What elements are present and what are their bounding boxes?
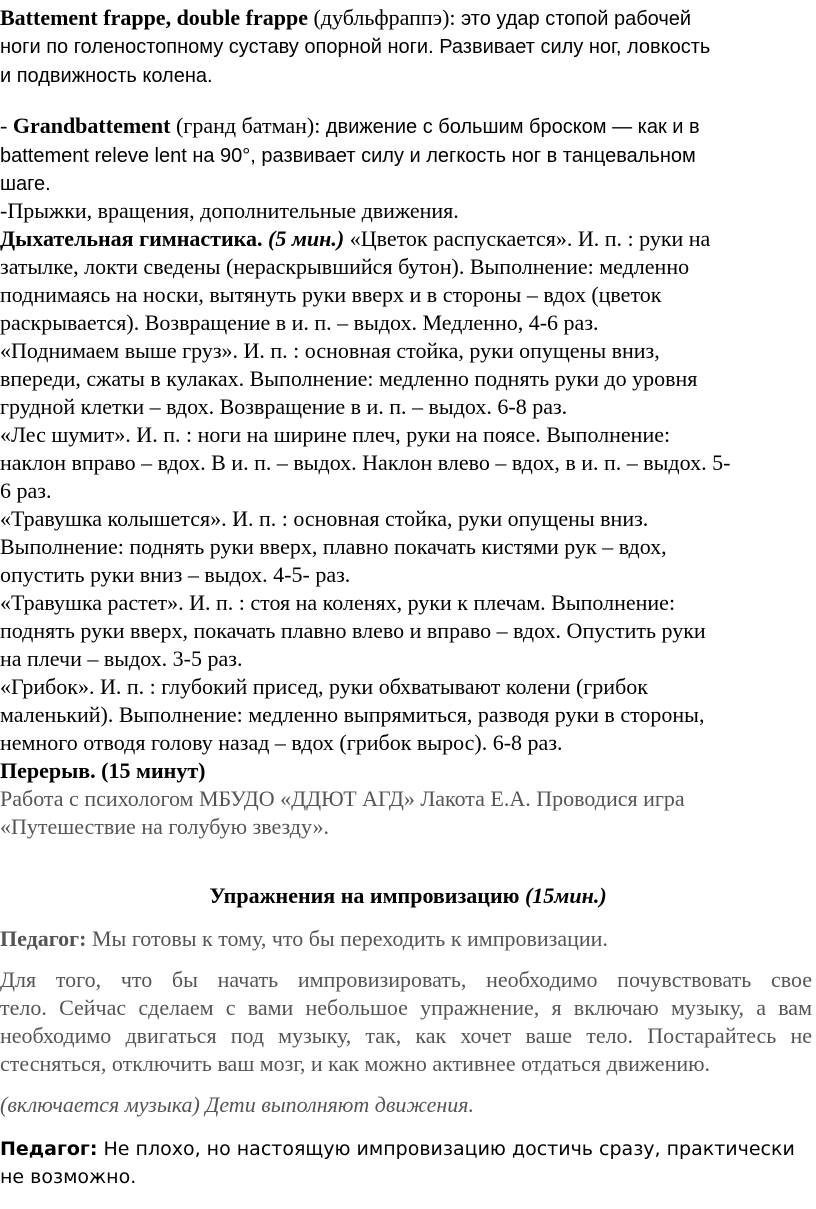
grand-translit: (гранд батман): [170,113,326,138]
frappe-line-3: и подвижность колена. [0,65,213,87]
breathing-line: немного отводя голову назад – вдох (грибок вырос). 6-8 раз. [0,730,563,755]
breathing-line: «Травушка растет». И. п. : стоя на коленях, руки к плечам. Выполнение: [0,590,676,615]
teacher-text: Мы готовы к тому, что бы переходить к импровизации. [86,926,608,951]
jumps-line: -Прыжки, вращения, дополнительные движения. [0,198,459,223]
breathing-line: поднимаясь на носки, вытянуть руки вверх и в стороны – вдох (цветок [0,282,662,307]
break-line-2: «Путешествие на голубую звезду». [0,814,330,839]
improv-para-line: Для того, что бы начать импровизировать, необходимо почувствовать свое [0,967,812,992]
breathing-line: раскрывается). Возвращение в и. п. – выдох. Медленно, 4-6 раз. [0,310,599,335]
grand-dash: - [0,113,13,138]
improv-duration: (15мин.) [519,883,607,908]
grand-title: Grandbattement [12,113,171,138]
frappe-line-2: ноги по голеностопному суставу опорной ноги. Развивает силу ног, ловкость [0,36,711,58]
teacher-label: Педагог: [0,926,87,951]
teacher-text: Не плохо, но настоящую импровизацию достичь сразу, практически [97,1138,795,1160]
teacher-line-3: не возможно. [0,1166,137,1188]
breathing-line: 6 раз. [0,478,52,503]
stage-direction: (включается музыка) Дети выполняют движения. [0,1092,474,1117]
breathing-text-0: «Цветок распускается». И. п. : руки на [344,226,711,251]
breathing-line: на плечи – выдох. 3-5 раз. [0,646,243,671]
grand-line-2: battement releve lent на 90°, развивает силу и легкость ног в танцевальном [0,145,696,167]
breathing-line: наклон вправо – вдох. В и. п. – выдох. Наклон влево – вдох, в и. п. – выдох. 5- [0,450,731,475]
teacher-line-1 [0,925,608,953]
improv-para-line: тело. Сейчас сделаем с вами небольшое упражнение, я включаю музыку, а вам [0,995,812,1020]
breathing-line: Выполнение: поднять руки вверх, плавно покачать кистями рук – вдох, [0,534,667,559]
breathing-line: затылке, локти сведены (нераскрывшийся бутон). Выполнение: медленно [0,254,690,279]
breathing-duration: (5 мин.) [262,226,345,251]
improv-para-line: стесняться, отключить ваш мозг, и как можно активнее отдаться движению. [0,1051,711,1076]
breathing-line: грудной клетки – вдох. Возвращение в и. п. – выдох. 6-8 раз. [0,394,568,419]
improv-heading [0,882,816,910]
breathing-line: «Травушка колышется». И. п. : основная стойка, руки опущены вниз. [0,506,649,531]
breathing-line: маленький). Выполнение: медленно выпрямиться, разводя руки в стороны, [0,702,705,727]
breathing-line: «Поднимаем выше груз». И. п. : основная стойка, руки опущены вниз, [0,338,660,363]
breathing-line: опустить руки вниз – выдох. 4-5- раз. [0,562,351,587]
grand-text-1: движение с большим броском — как и в [325,116,700,138]
frappe-title: Battement frappe, double frappe [0,5,308,30]
breathing-title: Дыхательная гимнастика. [0,226,263,251]
break-line-1: Работа с психологом МБУДО «ДДЮТ АГД» Лакота Е.А. Проводися игра [0,786,685,811]
frappe-translit: (дубльфраппэ): [307,5,462,30]
breathing-line: «Лес шумит». И. п. : ноги на ширине плеч, руки на поясе. Выполнение: [0,422,671,447]
grand-line-1 [0,112,700,141]
breathing-line-1 [0,225,710,253]
breathing-line: поднять руки вверх, покачать плавно влево и вправо – вдох. Опустить руки [0,618,706,643]
teacher-line-2 [0,1135,795,1163]
frappe-line-1 [0,4,691,33]
breathing-line: «Грибок». И. п. : глубокий присед, руки обхватывают колени (грибок [0,674,648,699]
break-title: Перерыв. (15 минут) [0,758,206,783]
breathing-line: впереди, сжаты в кулаках. Выполнение: медленно поднять руки до уровня [0,366,698,391]
teacher-label: Педагог: [0,1138,98,1160]
grand-line-3: шаге. [0,173,51,195]
frappe-text-1: это удар стопой рабочей [461,8,692,30]
improv-para-line: необходимо двигаться под музыку, так, как хочет ваше тело. Постарайтесь не [0,1023,812,1048]
improv-title: Упражнения на импровизацию [209,883,520,908]
